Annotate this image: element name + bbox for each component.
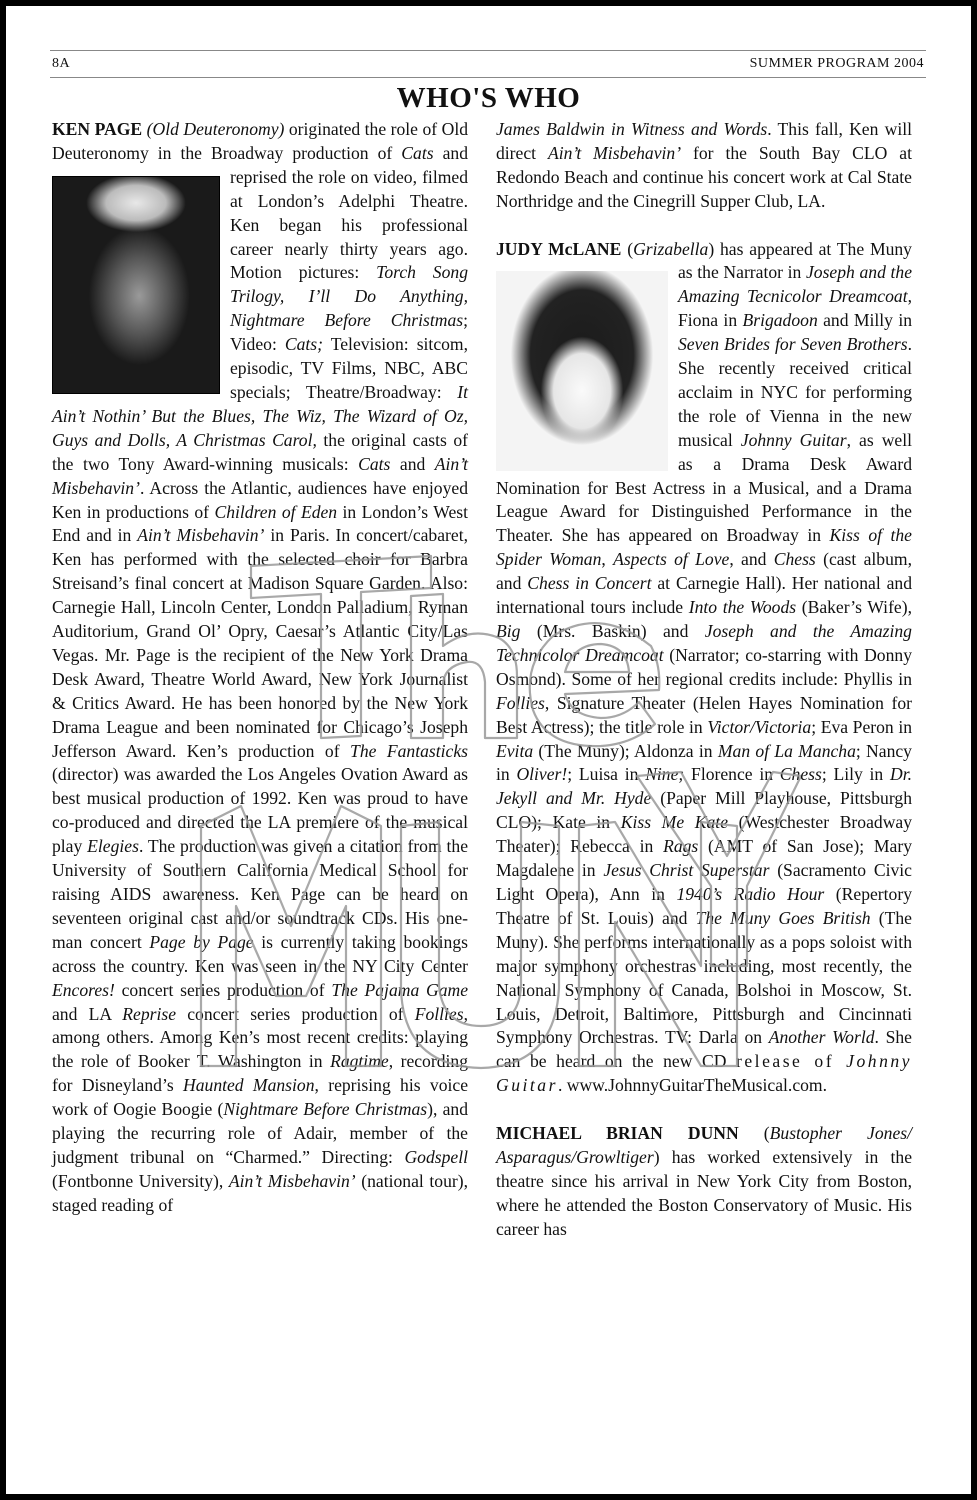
ken-page-photo: [52, 176, 220, 394]
bio-judy-mclane: JUDY McLANE (Grizabella) has appeared at The Muny as the Narrator in Joseph and the Amazing Tecnicolor Dreamcoat, Fiona in Brigadoon and Milly in Seven Brides for Seven Brothers. She recently received critical acclaim in NYC for performing the role of Vienna in the new musical Johnny Guitar, as well as a Drama Desk Award Nomination for Best Actress in a Musical, and a Drama League Award for Distinguished Performance in the Theater. She has appeared on Broadway in Kiss of the Spider Woman, Aspects of Love, and Chess (cast album, and Chess in Concert at Carnegie Hall). Her national and international tours include Into the Woods (Baker’s Wife), Big (Mrs. Baskin) and Joseph and the Amazing Technicolor Dreamcoat (Narrator; co-starring with Donny Osmond). Some of her regional credits include: Phyllis in Follies, Signature Theater (Helen Hayes Nomination for Best Actress); the title role in Victor/Victoria; Eva Peron in Evita (The Muny); Aldonza in Man of La Mancha; Nancy in Oliver!; Luisa in Nine; Florence in Chess; Lily in Dr. Jekyll and Mr. Hyde (Paper Mill Playhouse, Pittsburgh CLO); Kate in Kiss Me Kate (Westchester Broadway Theater); Rebecca in Rags (AMT of San Jose); Mary Magdalene in Jesus Christ Superstar (Sacramento Civic Light Opera), Ann in 1940’s Radio Hour (Repertory Theatre of St. Louis) and The Muny Goes British (The Muny). She performs internationally as a pops soloist with major symphony orchestras including, most recently, the National Symphony of Canada, Bolshoi in Moscow, St. Louis, Detroit, Baltimore, Pittsburgh and Cincinnati Symphony Orchestras. TV: Darla on Another World. She can be heard on the new CD release of Johnny Guitar. www.JohnnyGuitarTheMusical.com.: [496, 238, 913, 1096]
judy-mclane-photo: [496, 271, 668, 471]
section-title: WHO'S WHO: [396, 82, 581, 114]
bio-name: MICHAEL BRIAN DUNN: [496, 1123, 739, 1144]
bio-ken-page: KEN PAGE (Old Deuteronomy) originated the role of Old Deuteronomy in the Broadway production of Cats and reprised the role on video, filmed at London’s Adelphi Theatre. Ken began his professional career nearly thirty years ago. Motion pictures: Torch Song Trilogy, I’ll Do Anything, Nightmare Before Christmas; Video: Cats; Television: sitcom, episodic, TV Films, NBC, ABC specials; Theatre/Broadway: It Ain’t Nothin’ But the Blues, The Wiz, The Wizard of Oz, Guys and Dolls, A Christmas Carol, the original casts of the two Tony Award-winning musicals: Cats and Ain’t Misbehavin’. Across the Atlantic, audiences have enjoyed Ken in productions of Children of Eden in London’s West End and in Ain’t Misbehavin’ in Paris. In concert/cabaret, Ken has performed with the selected choir for Barbra Streisand’s final concert at Madison Square Garden. Also: Carnegie Hall, Lincoln Center, London Palladium, Ryman Auditorium, Grand Ol’ Opry, Caesar’s Atlantic City/Las Vegas. Mr. Page is the recipient of the New York Drama Desk Award, Theatre World Award, New York Journalist & Critics Award. He has been honored by the New York Drama League and been nominated for Chicago’s Joseph Jefferson Award. Ken’s production of The Fantasticks (director) was awarded the Los Angeles Ovation Award as best musical production of 1992. Ken was proud to have co-produced and directed the LA premiere of the musical play Elegies. The production was given a citation from the University of Southern California Medical School for raising AIDS awareness. Ken Page can be heard on seventeen original cast and/or soundtrack CDs. His one-man concert Page by Page is currently taking bookings across the country. Ken was seen in the NY City Center Encores! concert series production of The Pajama Game and LA Reprise concert series production of Follies, among others. Among Ken’s most recent credits: playing the role of Booker T. Washington in Ragtime, recording for Disneyland’s Haunted Mansion, reprising his voice work of Oogie Boogie (Nightmare Before Christmas), and playing the recurring role of Adair, member of the judgment tribunal on “Charmed.” Directing: Godspell (Fontbonne University), Ain’t Misbehavin’ (national tour), staged reading of: [52, 119, 469, 1215]
left-column: [52, 118, 468, 1218]
bio-role: Grizabella: [633, 238, 709, 259]
bio-ken-page-continued: James Baldwin in Witness and Words. This fall, Ken will direct Ain’t Misbehavin’ for the South Bay CLO at Redondo Beach and continue his concert work at Cal State Northridge and the Cinegrill Supper Club, LA.: [496, 119, 912, 211]
right-column: [496, 118, 912, 1242]
program-page: [6, 6, 971, 1494]
page-number: 8A: [52, 56, 71, 71]
running-header: [50, 50, 926, 78]
bio-role: Bustopher Jones/ Asparagus/Growltiger: [496, 1123, 912, 1167]
website-text: . www.JohnnyGuitarTheMusical.com.: [557, 1075, 828, 1096]
bio-name: JUDY McLANE: [496, 238, 622, 259]
bio-michael-brian-dunn: MICHAEL BRIAN DUNN (Bustopher Jones/ Asparagus/Growltiger) has worked extensively in the theatre since his arrival in New York City from Boston, where he attended the Boston Conservatory of Music. His career has: [496, 1123, 912, 1239]
bio-role: (Old Deuteronomy): [146, 119, 285, 139]
bio-name: KEN PAGE: [52, 119, 143, 139]
publication-title: SUMMER PROGRAM 2004: [749, 56, 924, 71]
